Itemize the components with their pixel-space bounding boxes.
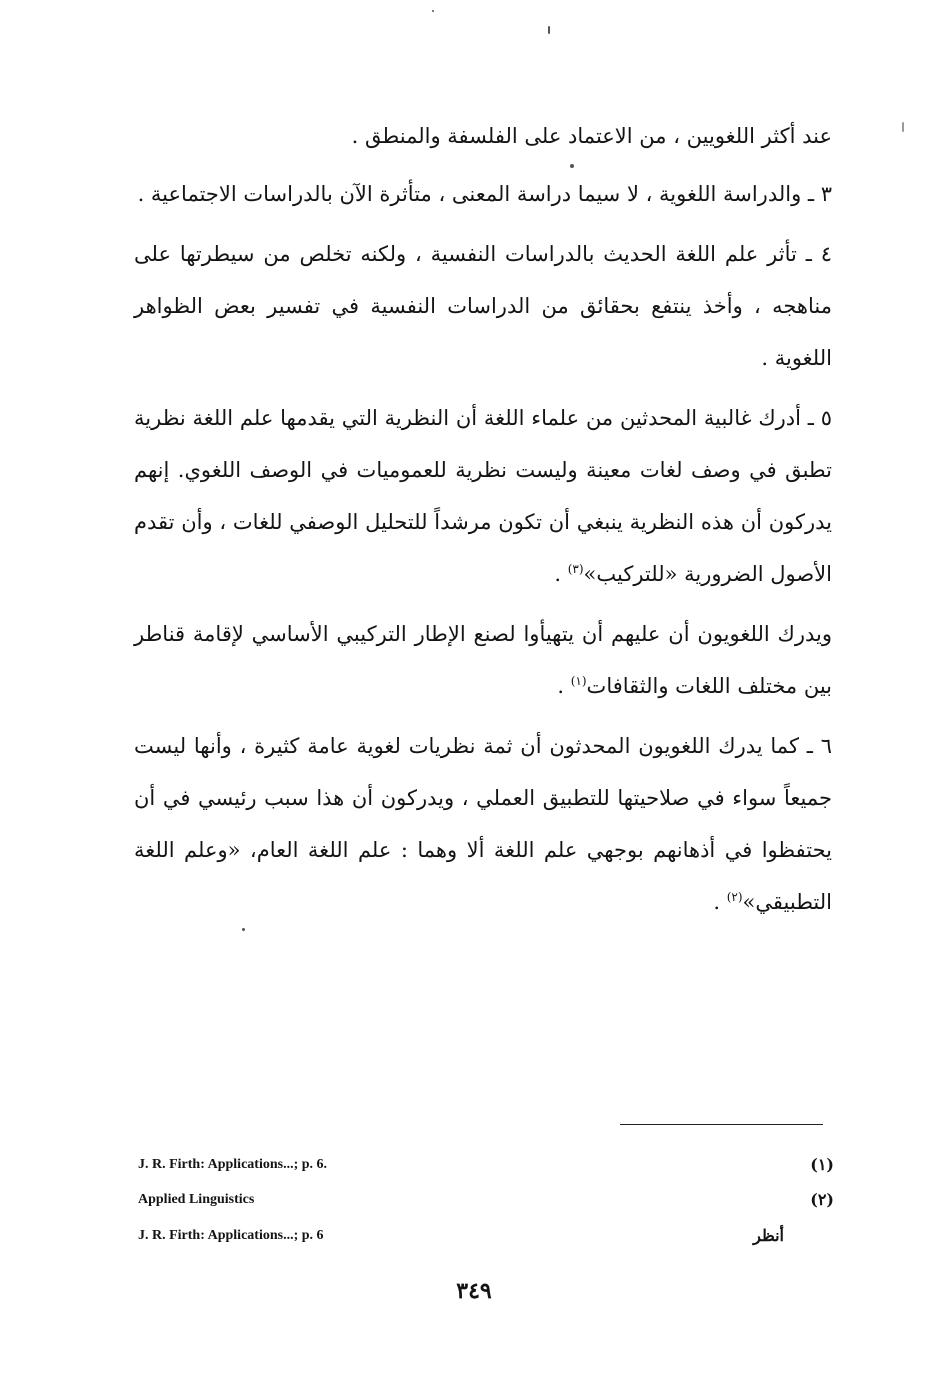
paragraph-4-end: . [554,562,568,586]
footnote-2 [134,1190,834,1214]
footnote-1-number: (١) [810,1155,834,1174]
footnote-1 [134,1155,834,1179]
footnote-separator [620,1124,823,1125]
footnote-1-text: J. R. Firth: Applications...; p. 6. [138,1157,328,1172]
footnote-2-text: Applied Linguistics [138,1192,255,1207]
paragraph-6-end: . [713,890,727,914]
scan-speck [432,10,434,12]
paragraph-6-text: ٦ ـ كما يدرك اللغويون المحدثون أن ثمة نظريات لغوية عامة كثيرة ، وأنها ليست جميعاً سواء في صلاحيتها للتطبيق العملي ، ويدركون أن هذا سبب رئيسي في أن يحتفظوا في أذهانهم بوجهي علم اللغة ألا وهما : علم اللغة العام، «وعلم اللغة التطبيقي» [134,734,832,914]
body-text [134,110,832,928]
paragraph-1: عند أكثر اللغويين ، من الاعتماد على الفلسفة والمنطق . [351,124,832,148]
scan-speck [902,122,904,132]
footnote-3-text: J. R. Firth: Applications...; p. 6 [138,1228,324,1243]
paragraph-3: ٤ ـ تأثر علم اللغة الحديث بالدراسات النفسية ، ولكنه تخلص من سيطرتها على مناهجه ، وأخذ ينتفع بحقائق من الدراسات النفسية في تفسير بعض الظواهر اللغوية . [134,242,832,370]
paragraph-2: ٣ ـ والدراسة اللغوية ، لا سيما دراسة المعنى ، متأثرة الآن بالدراسات الاجتماعية . [137,182,832,206]
scan-speck [548,26,550,34]
footnote-2-number: (٢) [810,1190,834,1209]
paragraph-5 [134,608,832,712]
paragraph-4-text: ٥ ـ أدرك غالبية المحدثين من علماء اللغة أن النظرية التي يقدمها علم اللغة نظرية تطبق في وصف لغات معينة وليست نظرية للعموميات في الوصف اللغوي. إنهم يدركون أن هذه النظرية ينبغي أن تكون مرشداً للتحليل الوصفي للغات ، وأن تقدم الأصول الضرورية «للتركيب» [134,406,832,586]
paragraph-4 [134,392,832,600]
footnote-3 [134,1226,834,1250]
footnote-3-label: أنظر [753,1226,784,1245]
paragraph-5-end: . [557,674,571,698]
scan-speck [242,928,245,931]
scan-speck [570,164,574,168]
footnote-ref-3: (٣) [567,562,584,576]
paragraph-5-text: ويدرك اللغويون أن عليهم أن يتهيأوا لصنع الإطار التركيبي الأساسي لإقامة قناطر بين مختلف اللغات والثقافات [134,622,832,698]
footnote-ref-2: (٢) [726,890,743,904]
footnote-ref-1: (١) [570,674,587,688]
paragraph-6 [134,720,832,928]
page-number: ٣٤٩ [456,1278,492,1304]
